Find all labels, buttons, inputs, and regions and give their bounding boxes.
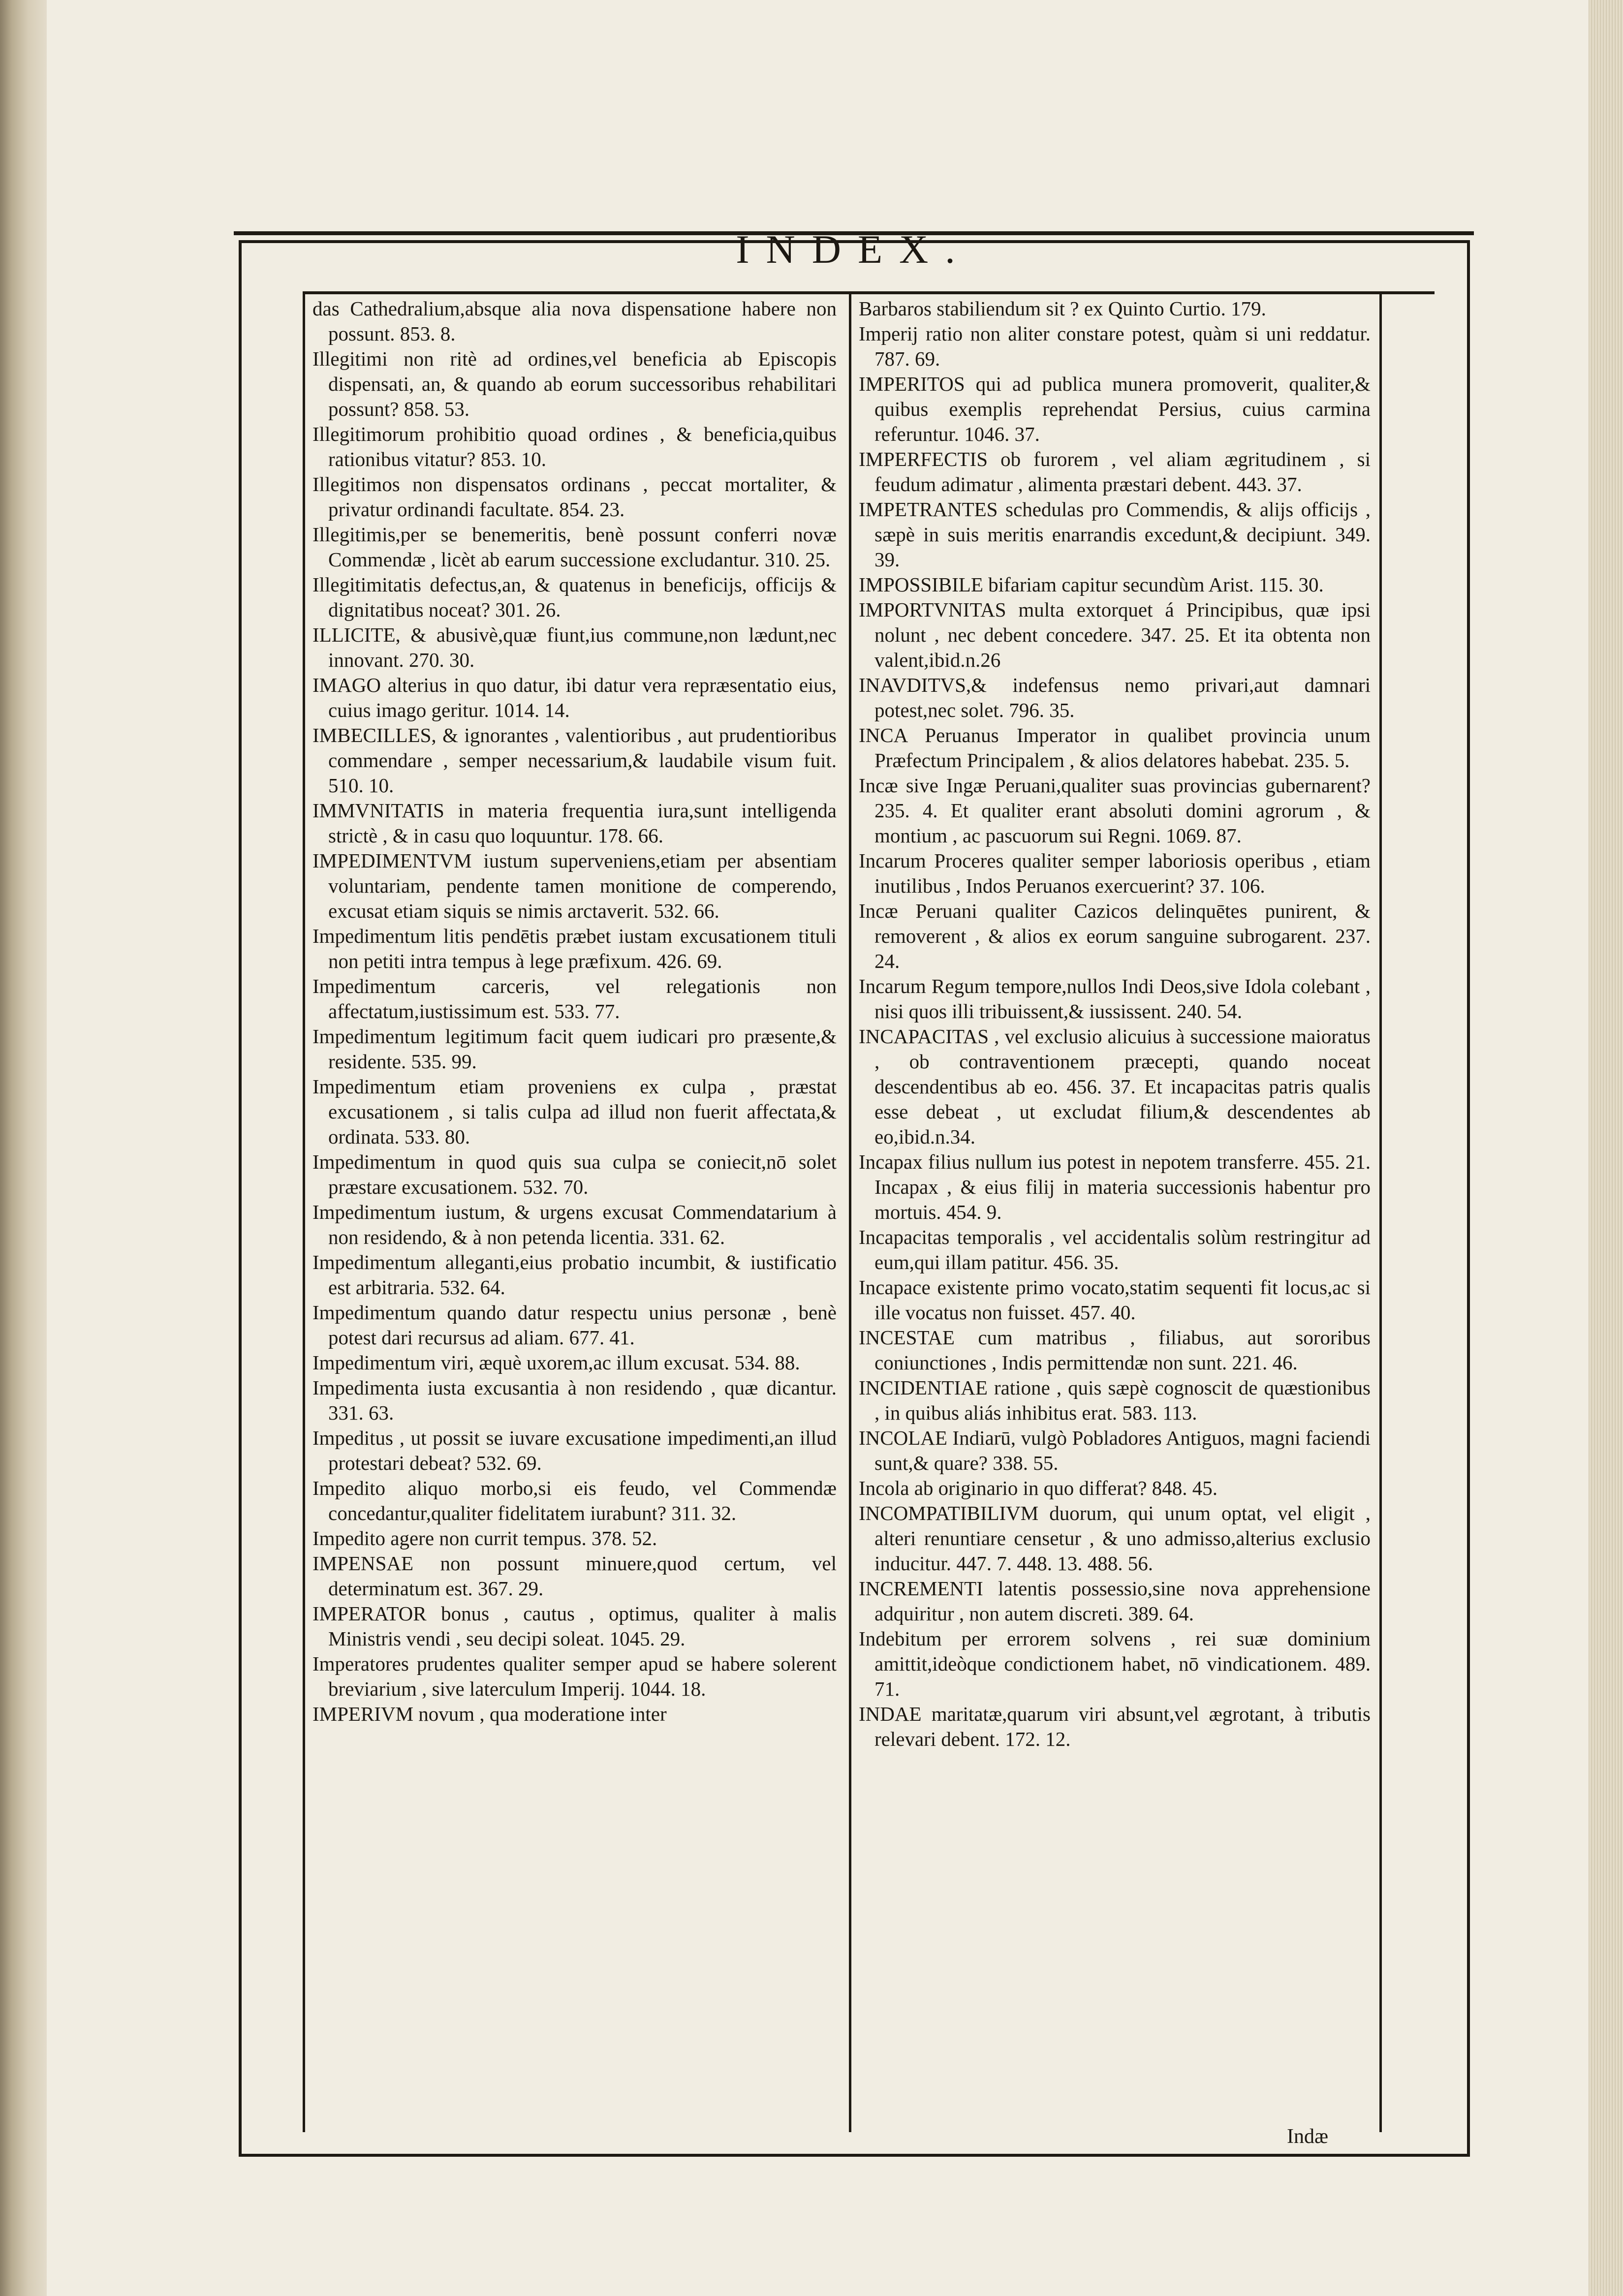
index-entry: Incapacitas temporalis , vel accidentalis solùm restringitur ad eum,qui illam patitur. 456. 35. [859,1226,1371,1273]
index-entry: IMPERITOS qui ad publica munera promoverit, qualiter,& quibus exemplis reprehendat Persius, cuius carmina referuntur. 1046. 37. [859,372,1371,445]
index-entry: Impedimenta iusta excusantia à non residendo , quæ dicantur. 331. 63. [312,1376,837,1424]
right-column-rule [1379,294,1382,2132]
left-column-rule [303,294,305,2132]
body-top-rule [303,291,1435,294]
index-entry: IMAGO alterius in quo datur, ibi datur vera repræsentatio eius, cuius imago geritur. 1014. 14. [312,674,837,721]
index-entry: Indebitum per errorem solvens , rei suæ dominium amittit,ideòque condictionem habet, nō vindicationem. 489. 71. [859,1627,1371,1700]
index-entry: Impeditus , ut possit se iuvare excusatione impedimenti,an illud protestari debeat? 532. 69. [312,1427,837,1474]
index-entry: Incola ab originario in quo differat? 848. 45. [859,1477,1218,1499]
index-entry: Illegitimorum prohibitio quoad ordines , & beneficia,quibus rationibus vitatur? 853. 10. [312,423,837,470]
index-entry: Incapax filius nullum ius potest in nepotem transferre. 455. 21. Incapax , & eius filij in materia successionis habentur pro mortuis. 454. 9. [859,1150,1371,1223]
index-entry: INDAE maritatæ,quarum viri absunt,vel ægrotant, à tributis relevari debent. 172. 12. [859,1703,1371,1750]
index-entry: Barbaros stabiliendum sit ? ex Quinto Curtio. 179. [859,297,1266,320]
page [47,0,1589,2296]
index-entry: das Cathedralium,absque alia nova dispensatione habere non possunt. 853. 8. [312,297,837,345]
index-entry: Incarum Proceres qualiter semper laboriosis operibus , etiam inutilibus , Indos Peruanos exercuerint? 37. 106. [859,849,1371,897]
page-title: INDEX. [736,227,972,272]
index-entry: IMPEDIMENTVM iustum superveniens,etiam per absentiam voluntariam, pendente tamen monitione de comperendo, excusat etiam siquis se nimis arctaverit. 532. 66. [312,849,837,922]
index-entry: Impedimentum litis pendētis præbet iustam excusationem tituli non petiti intra tempus à lege præfixum. 426. 69. [312,925,837,972]
index-entry: Impedimentum alleganti,eius probatio incumbit, & iustificatio est arbitraria. 532. 64. [312,1251,837,1299]
book-fore-edge [1589,0,1623,2296]
index-entry: Impedimentum legitimum facit quem iudicari pro præsente,& residente. 535. 99. [312,1025,837,1073]
index-entry: INCESTAE cum matribus , filiabus, aut sororibus coniunctiones , Indis permittendæ non sunt. 221. 46. [859,1326,1371,1374]
index-entry: Impedimentum quando datur respectu unius personæ , benè potest dari recursus ad aliam. 677. 41. [312,1301,837,1349]
index-entry: Illegitimis,per se benemeritis, benè possunt conferri novæ Commendæ , licèt ab earum successione excludantur. 310. 25. [312,523,837,571]
catchword: Indæ [1287,2125,1328,2148]
index-entry: Incapace existente primo vocato,statim sequenti fit locus,ac si ille vocatus non fuisset. 457. 40. [859,1276,1371,1324]
index-entry: Impedimentum iustum, & urgens excusat Commendatarium à non residendo, & à non petenda licentia. 331. 62. [312,1201,837,1248]
index-entry: INCREMENTI latentis possessio,sine nova apprehensione adquiritur , non autem discreti. 389. 64. [859,1577,1371,1625]
index-entry: INCIDENTIAE ratione , quis sæpè cognoscit de quæstionibus , in quibus aliás inhibitus erat. 583. 113. [859,1376,1371,1424]
index-entry: Illegitimitatis defectus,an, & quatenus in beneficijs, officijs & dignitatibus noceat? 301. 26. [312,573,837,621]
index-entry: IMPENSAE non possunt minuere,quod certum, vel determinatum est. 367. 29. [312,1552,837,1600]
book-gutter [0,0,47,2296]
index-entry: IMBECILLES, & ignorantes , valentioribus , aut prudentioribus commendare , semper necessarium,& laudabile visum fuit. 510. 10. [312,724,837,797]
index-entry: Imperatores prudentes qualiter semper apud se habere solerent breviarium , sive laterculum Imperij. 1044. 18. [312,1652,837,1700]
right-column [859,296,1371,1752]
index-entry: Illegitimi non ritè ad ordines,vel beneficia ab Episcopis dispensati, an, & quando ab eorum successoribus rehabilitari possunt? 858. 53. [312,347,837,420]
index-entry: Impedimentum etiam proveniens ex culpa , præstat excusationem , si talis culpa ad illud non fuerit affectata,& ordinata. 533. 80. [312,1075,837,1148]
index-entry: IMPOSSIBILE bifariam capitur secundùm Arist. 115. 30. [859,573,1324,596]
index-entry: IMMVNITATIS in materia frequentia iura,sunt intelligenda strictè , & in casu quo loquuntur. 178. 66. [312,799,837,847]
index-entry: Impedimentum carceris, vel relegationis non affectatum,iustissimum est. 533. 77. [312,975,837,1023]
index-entry: INCAPACITAS , vel exclusio alicuius à successione maioratus , ob contraventionem præcepti, quando noceat descendentibus ab eo. 456. 37. Et incapacitas patris qualis esse debeat , ut excludat filium,& descendentes ab eo,ibid.n.34. [859,1025,1371,1148]
index-entry: IMPERFECTIS ob furorem , vel aliam ægritudinem , si feudum adimatur , alimenta præstari debent. 443. 37. [859,448,1371,496]
index-entry: Impedito aliquo morbo,si eis feudo, vel Commendæ concedantur,qualiter fidelitatem iurabunt? 311. 32. [312,1477,837,1524]
index-entry: Impedimentum in quod quis sua culpa se coniecit,nō solet præstare excusationem. 532. 70. [312,1150,837,1198]
index-entry: Incæ Peruani qualiter Cazicos delinquētes punirent, & removerent , & alios ex eorum sanguine subrogarent. 237. 24. [859,900,1371,972]
index-entry: Impedimentum viri, æquè uxorem,ac illum excusat. 534. 88. [312,1351,800,1374]
index-entry: IMPORTVNITAS multa extorquet á Principibus, quæ ipsi nolunt , nec debent concedere. 347. 25. Et ita obtenta non valent,ibid.n.26 [859,598,1371,671]
index-entry: IMPETRANTES schedulas pro Commendis, & alijs officijs , sæpè in suis meritis enarrandis excedunt,& decipiunt. 349. 39. [859,498,1371,571]
index-entry: INCA Peruanus Imperator in qualibet provincia unum Præfectum Principalem , & alios delatores habebat. 235. 5. [859,724,1371,772]
index-entry: INCOLAE Indiarū, vulgò Pobladores Antiguos, magni faciendi sunt,& quare? 338. 55. [859,1427,1371,1474]
index-entry: Impedito agere non currit tempus. 378. 52. [312,1527,657,1550]
index-entry: Illegitimos non dispensatos ordinans , peccat mortaliter, & privatur ordinandi facultate. 854. 23. [312,473,837,521]
index-entry: INCOMPATIBILIVM duorum, qui unum optat, vel eligit , alteri renuntiare censetur , & uno admisso,alterius exclusio inducitur. 447. 7. 448. 13. 488. 56. [859,1502,1371,1575]
index-entry: Imperij ratio non aliter constare potest, quàm si uni reddatur. 787. 69. [859,322,1371,370]
left-column [312,296,837,1727]
index-entry: INAVDITVS,& indefensus nemo privari,aut damnari potest,nec solet. 796. 35. [859,674,1371,721]
index-entry: Incæ sive Ingæ Peruani,qualiter suas provincias gubernarent? 235. 4. Et qualiter erant absoluti domini agrorum , & montium , ac pascuorum sui Regni. 1069. 87. [859,774,1371,847]
index-entry: IMPERATOR bonus , cautus , optimus, qualiter à malis Ministris vendi , seu decipi soleat. 1045. 29. [312,1602,837,1650]
index-entry: IMPERIVM novum , qua moderatione inter [312,1703,667,1725]
index-entry: Incarum Regum tempore,nullos Indi Deos,sive Idola colebant , nisi quos illi tribuissent,& iussissent. 240. 54. [859,975,1371,1023]
index-entry: ILLICITE, & abusivè,quæ fiunt,ius commune,non lædunt,nec innovant. 270. 30. [312,623,837,671]
middle-column-rule [849,294,851,2132]
